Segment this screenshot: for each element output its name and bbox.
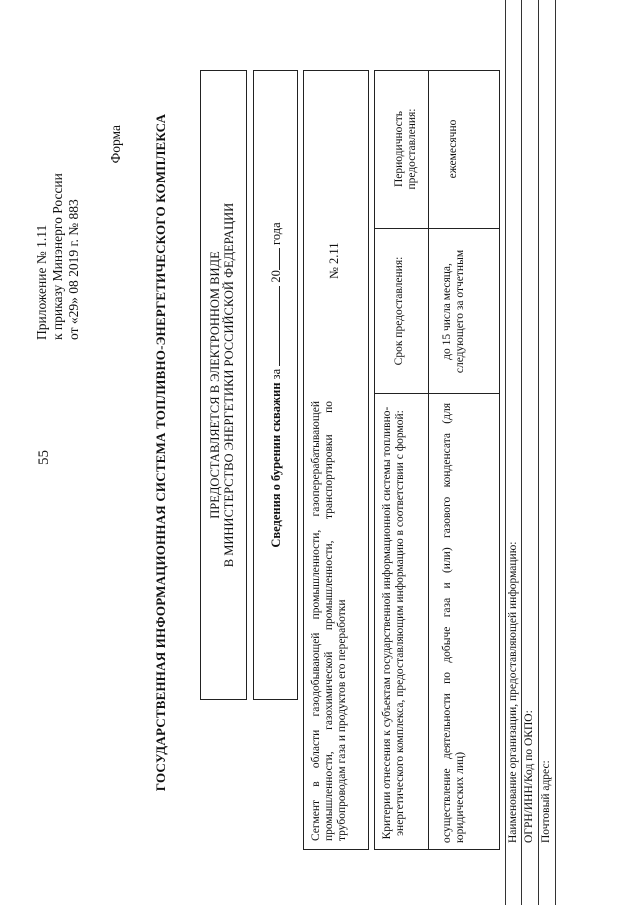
appendix-line-3: от «29» 08 2019 г. № 883 bbox=[66, 199, 81, 340]
column-divider bbox=[375, 228, 499, 229]
appendix-line-2: к приказу Минэнерго России bbox=[50, 173, 65, 340]
deadline-value: до 15 числа месяца, следующего за отчетным bbox=[441, 249, 466, 374]
report-title-box bbox=[253, 70, 298, 700]
appendix-line-1: Приложение № 1.11 bbox=[34, 224, 49, 340]
ogrn-field[interactable]: ОГРН/ИНН/Код по ОКПО: bbox=[523, 710, 535, 843]
segment-box bbox=[303, 70, 369, 850]
form-number: № 2.11 bbox=[327, 242, 341, 279]
period-blank[interactable] bbox=[268, 286, 280, 366]
submission-line-1: ПРЕДОСТАВЛЯЕТСЯ В ЭЛЕКТРОННОМ ВИДЕ bbox=[208, 251, 222, 519]
year-suffix: года bbox=[269, 222, 283, 245]
footer-rule bbox=[521, 0, 522, 905]
submission-line-2: В МИНИСТЕРСТВО ЭНЕРГЕТИКИ РОССИЙСКОЙ ФЕДЕРАЦИИ bbox=[222, 202, 236, 568]
org-name-field[interactable]: Наименование организации, предоставляющей информацию: bbox=[507, 541, 519, 843]
segment-text: Сегмент в области газодобывающей промышленности, газоперерабатывающей промышленности, газохимической промышленности, транспортировки по трубопроводам газа и продуктов его переработки bbox=[310, 401, 348, 841]
footer-rule bbox=[555, 0, 556, 905]
form-label: Форма bbox=[108, 125, 123, 164]
criteria-value: осуществление деятельности по добыче газа и (или) газового конденсата (для юридических лиц) bbox=[441, 403, 466, 843]
report-title: Сведения о бурении скважин bbox=[269, 382, 283, 548]
criteria-table bbox=[374, 70, 500, 850]
address-field[interactable]: Почтовый адрес: bbox=[540, 760, 552, 843]
appendix-block bbox=[34, 80, 82, 340]
deadline-header: Срок предоставления: bbox=[393, 256, 405, 366]
column-divider bbox=[375, 393, 499, 394]
footer-rule bbox=[505, 0, 506, 905]
frequency-header: Периодичность предоставления: bbox=[393, 108, 418, 190]
criteria-header: Критерии отнесения к субъектам государственной информационной системы топливно-энергетического комплекса, предоставляющим информацию в соответствии с формой: bbox=[381, 406, 406, 840]
page-number: 55 bbox=[36, 450, 52, 465]
submission-box bbox=[200, 70, 247, 700]
row-divider bbox=[428, 71, 429, 849]
year-blank[interactable] bbox=[268, 248, 280, 270]
main-title: ГОСУДАРСТВЕННАЯ ИНФОРМАЦИОННАЯ СИСТЕМА ТОПЛИВНО-ЭНЕРГЕТИЧЕСКОГО КОМПЛЕКСА bbox=[153, 113, 168, 792]
year-prefix: 20 bbox=[269, 270, 283, 283]
footer-rule bbox=[538, 0, 539, 905]
frequency-value: ежемесячно bbox=[447, 119, 459, 179]
report-for: за bbox=[269, 368, 283, 380]
